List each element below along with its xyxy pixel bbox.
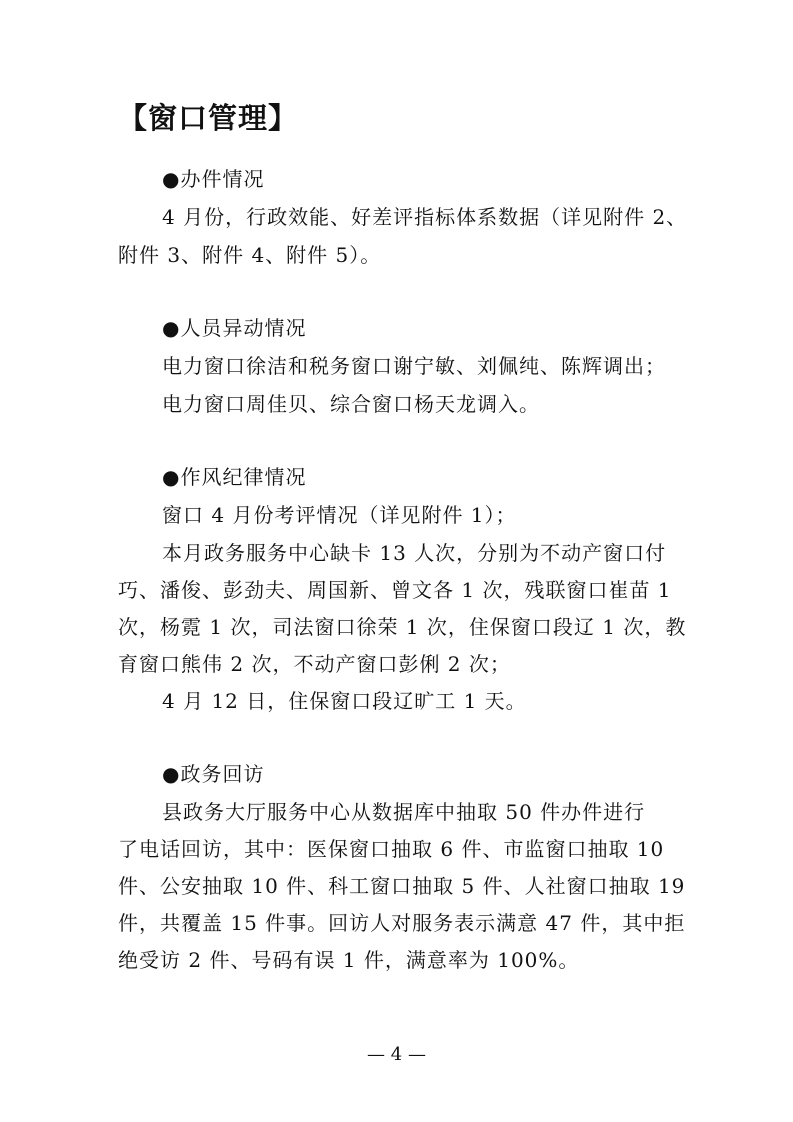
paragraph-line: 县政务大厅服务中心从数据库中抽取 50 件办件进行 [162, 800, 646, 824]
section-heading-staff-changes: ●人员异动情况 [162, 316, 307, 340]
paragraph-line: 件，共覆盖 15 件事。回访人对服务表示满意 47 件，其中拒 [118, 911, 686, 935]
paragraph-line: 电力窗口周佳贝、综合窗口杨天龙调入。 [162, 392, 540, 416]
paragraph-line: 窗口 4 月份考评情况（详见附件 1）； [162, 503, 517, 527]
section-heading-discipline: ●作风纪律情况 [162, 465, 307, 489]
paragraph-line: 4 月 12 日，住保窗口段辽旷工 1 天。 [162, 689, 527, 713]
page-number: — 4 — [367, 1044, 426, 1065]
paragraph-line: 4 月份，行政效能、好差评指标体系数据（详见附件 2、 [162, 205, 688, 229]
section-heading-follow-up: ●政务回访 [162, 762, 265, 786]
paragraph-line: 电力窗口徐洁和税务窗口谢宁敏、刘佩纯、陈辉调出； [162, 354, 666, 378]
paragraph-line: 了电话回访，其中：医保窗口抽取 6 件、市监窗口抽取 10 [118, 837, 665, 861]
paragraph-line: 件、公安抽取 10 件、科工窗口抽取 5 件、人社窗口抽取 19 [118, 874, 686, 898]
paragraph-line: 育窗口熊伟 2 次，不动产窗口彭俐 2 次； [118, 652, 511, 676]
section-title: 【窗口管理】 [118, 101, 299, 135]
paragraph-line: 次，杨霓 1 次，司法窗口徐荣 1 次，住保窗口段辽 1 次，教 [118, 615, 687, 639]
paragraph-line: 附件 3、附件 4、附件 5）。 [118, 243, 382, 267]
paragraph-line: 绝受访 2 件、号码有误 1 件，满意率为 100%。 [118, 948, 580, 972]
section-heading-handling: ●办件情况 [162, 167, 265, 191]
paragraph-line: 本月政务服务中心缺卡 13 人次，分别为不动产窗口付 [162, 541, 667, 565]
paragraph-line: 巧、潘俊、彭劲夫、周国新、曾文各 1 次，残联窗口崔苗 1 [118, 578, 672, 602]
